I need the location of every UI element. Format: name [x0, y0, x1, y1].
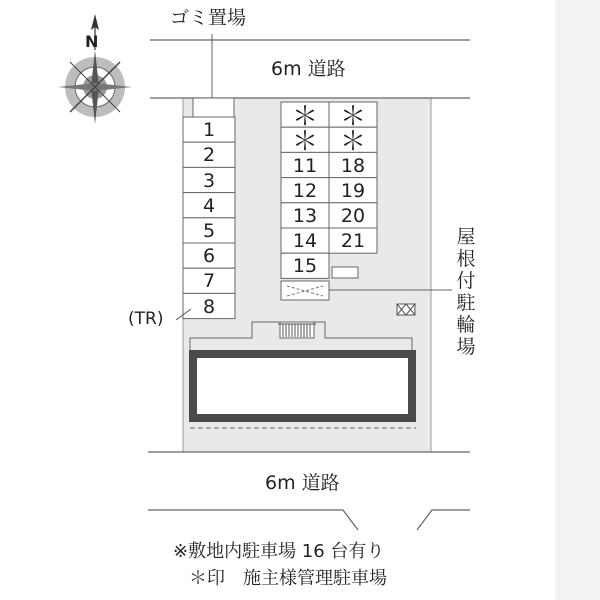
- parking-space-number: ＊: [291, 126, 318, 157]
- road-bottom-edge-lower-right: [417, 510, 470, 530]
- garbage-area: [193, 98, 234, 117]
- bike-parking-label-char: 輪: [456, 314, 476, 336]
- stairs: [278, 322, 316, 338]
- parking-space-number: 11: [292, 154, 318, 177]
- compass-icon: [58, 14, 132, 124]
- bike-parking-label-char: 駐: [456, 292, 476, 314]
- parking-space-number: 20: [340, 204, 366, 227]
- bike-parking-label-char: 場: [456, 336, 476, 358]
- parking-space-number: 14: [292, 230, 318, 253]
- note-line-2: ＊印 施主様管理駐車場: [189, 568, 387, 589]
- parking-space-number: 3: [202, 169, 216, 192]
- road-bottom-edge-lower-left: [148, 510, 358, 530]
- building-interior: [197, 358, 408, 414]
- margin-strip: [555, 0, 600, 600]
- compass-north-label: N: [85, 32, 99, 51]
- bike-parking-label-char: 屋: [456, 226, 476, 248]
- parking-space-number: 8: [202, 295, 216, 318]
- parking-space-number: 4: [202, 194, 216, 217]
- road-bottom-label: 6m 道路: [265, 472, 340, 494]
- parking-space-number: 13: [292, 204, 318, 227]
- bike-parking-label: [455, 226, 477, 358]
- road-top-label: 6m 道路: [271, 58, 346, 80]
- parking-space-number: ＊: [339, 101, 366, 132]
- parking-space-number: 1: [202, 119, 216, 142]
- parking-space-number: 7: [202, 270, 216, 293]
- meter-box: [397, 304, 415, 315]
- parking-space-number: 6: [202, 245, 216, 268]
- parking-space-number: 2: [202, 144, 216, 167]
- bike-parking-label-char: 付: [456, 270, 476, 292]
- parking-space-number: ＊: [291, 101, 318, 132]
- parking-space-number: 21: [340, 230, 366, 253]
- bike-bay: [281, 281, 329, 300]
- parking-space-number: 19: [340, 179, 366, 202]
- garbage-label: ゴミ置場: [170, 7, 247, 29]
- transformer-label: (TR): [128, 309, 164, 329]
- parking-space-number: 18: [340, 154, 366, 177]
- parking-space-number: 12: [292, 179, 318, 202]
- parking-space-number: ＊: [339, 126, 366, 157]
- bike-parking-label-char: 根: [456, 248, 476, 270]
- note-line-1: ※敷地内駐車場 16 台有り: [173, 541, 385, 562]
- parking-space-number: 15: [292, 255, 318, 278]
- parking-space-number: 5: [202, 219, 216, 242]
- small-box: [332, 267, 358, 278]
